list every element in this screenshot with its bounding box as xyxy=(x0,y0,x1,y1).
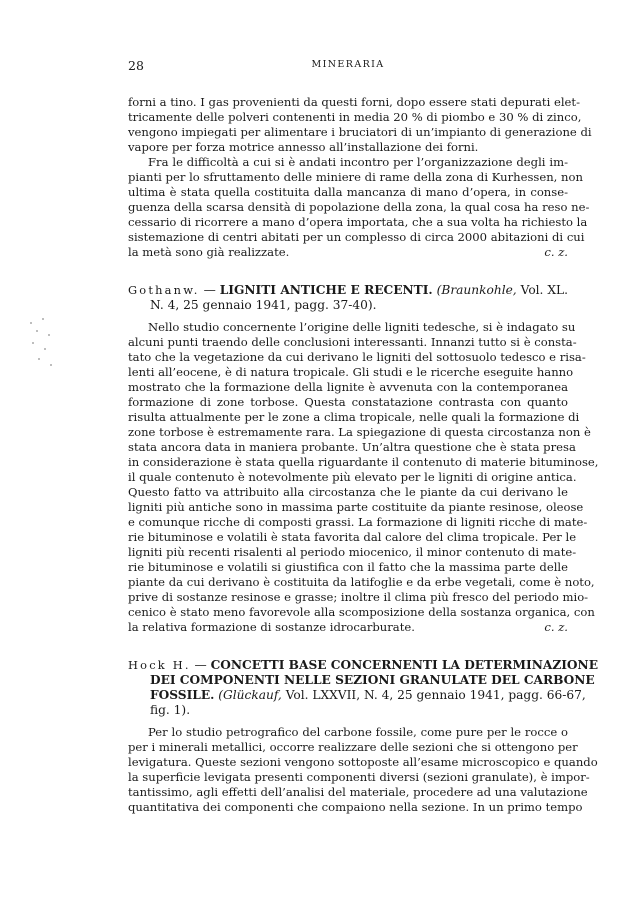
paragraph-line: piante da cui derivano è costituita da latifoglie e da erbe vegetali, come è noto, xyxy=(128,575,595,589)
paragraph-line: rie bituminose e volatili è stata favorita dal calore del clima tropicale. Per le xyxy=(128,530,577,544)
article-source: (Glückauf, xyxy=(218,688,282,702)
margin-specks xyxy=(28,318,58,378)
paragraph-text: la metà sono già realizzate. xyxy=(128,245,290,259)
running-title: MINERARIA xyxy=(311,59,385,70)
paragraph-line: mostrato che la formazione della lignite è avvenuta con la contemporanea xyxy=(128,380,568,394)
paragraph-line: Nello studio concernente l’origine delle ligniti tedesche, si è indagato su xyxy=(148,320,576,334)
paragraph-line: quantitativa dei componenti che compaiono nella sezione. In un primo tempo xyxy=(128,800,583,814)
heading-dash: — xyxy=(194,658,207,672)
paragraph-line: cenico è stato meno favorevole alla scomposizione della sostanza organica, con xyxy=(128,605,595,619)
author-initials: c. z. xyxy=(544,620,568,634)
article-author: Gothanw. xyxy=(128,283,200,297)
paragraph-line: per i minerali metallici, occorre realizzare delle sezioni che si ottengono per xyxy=(128,740,578,754)
paragraph-line xyxy=(128,245,568,260)
paragraph-line: vengono impiegati per alimentare i bruciatori di un’impianto di generazione di xyxy=(128,125,592,139)
paragraph-line: ultima è stata quella costituita dalla mancanza di mano d’opera, in conse- xyxy=(128,185,568,199)
paragraph-line: Fra le difficoltà a cui si è andati incontro per l’organizzazione degli im- xyxy=(148,155,568,169)
paragraph-line: lenti all’eocene, è di natura tropicale. Gli studi e le ricerche eseguite hanno xyxy=(128,365,574,379)
author-initials: c. z. xyxy=(544,245,568,259)
paragraph-line: il quale contenuto è notevolmente più elevato per le ligniti di origine antica. xyxy=(128,470,577,484)
paragraph-line: formazione di zone torbose. Questa constatazione contrasta con quanto xyxy=(128,395,568,409)
heading-dash: — xyxy=(203,283,216,297)
paragraph-line: risulta attualmente per le zone a clima tropicale, nelle quali la formazione di xyxy=(128,410,580,424)
paragraph-line: e comunque ricche di composti grassi. La formazione di ligniti ricche di mate- xyxy=(128,515,588,529)
paragraph-line: sistemazione di centri abitati per un complesso di circa 2000 abitazioni di cui xyxy=(128,230,585,244)
paragraph-line: prive di sostanze resinose e grasse; inoltre il clima più fresco del periodo mio- xyxy=(128,590,589,604)
page-header xyxy=(128,58,568,76)
paragraph-line: ligniti più antiche sono in massima parte costituite da piante resinose, oleose xyxy=(128,500,584,514)
paragraph-line: la superficie levigata presenti componenti diversi (sezioni granulate), è impor- xyxy=(128,770,590,784)
paragraph-line: tato che la vegetazione da cui derivano le ligniti del sottosuolo tedesco e risa- xyxy=(128,350,586,364)
article-title-line xyxy=(150,688,586,703)
paragraph-line: guenza della scarsa densità di popolazione della zona, la qual cosa ha reso ne- xyxy=(128,200,590,214)
paragraph-line: Per lo studio petrografico del carbone fossile, come pure per le rocce o xyxy=(148,725,568,739)
article-heading xyxy=(128,658,598,673)
paragraph-line: in considerazione è stata quella riguardante il contenuto di materie bituminose, xyxy=(128,455,599,469)
article-author: Hock H. xyxy=(128,658,191,672)
paragraph-line: Questo fatto va attribuito alla circostanza che le piante da cui derivano le xyxy=(128,485,568,499)
paragraph-line: pianti per lo sfruttamento delle miniere di rame della zona di Kurhessen, non xyxy=(128,170,583,184)
article-citation: Vol. LXXVII, N. 4, 25 gennaio 1941, pagg. 66-67, xyxy=(285,688,586,702)
article-citation-line: N. 4, 25 gennaio 1941, pagg. 37-40). xyxy=(150,298,377,312)
paragraph-line: vapore per forza motrice annesso all’installazione dei forni. xyxy=(128,140,479,154)
article-title: CONCETTI BASE CONCERNENTI LA DETERMINAZIONE xyxy=(210,658,598,672)
article-title: LIGNITI ANTICHE E RECENTI. xyxy=(219,283,433,297)
paragraph-line: tricamente delle polveri contenenti in media 20 % di piombo e 30 % di zinco, xyxy=(128,110,582,124)
article-title-line: DEI COMPONENTI NELLE SEZIONI GRANULATE DEL CARBONE xyxy=(150,673,595,687)
paragraph-line: forni a tino. I gas provenienti da questi forni, dopo essere stati depurati elet- xyxy=(128,95,580,109)
article-citation-line: fig. 1). xyxy=(150,703,191,717)
paragraph-line: ligniti più recenti risalenti al periodo miocenico, il minor contenuto di mate- xyxy=(128,545,577,559)
paragraph-text: la relativa formazione di sostanze idrocarburate. xyxy=(128,620,415,634)
paragraph-line: levigatura. Queste sezioni vengono sottoposte all’esame microscopico e quando xyxy=(128,755,598,769)
article-source: (Braunkohle, xyxy=(436,283,517,297)
paragraph-line: zone torbose è estremamente rara. La spiegazione di questa circostanza non è xyxy=(128,425,591,439)
paragraph-line: rie bituminose e volatili si giustifica con il fatto che la massima parte delle xyxy=(128,560,568,574)
article-title-end: FOSSILE. xyxy=(150,688,215,702)
page-number: 28 xyxy=(128,58,144,73)
article-citation: Vol. XL. xyxy=(520,283,569,297)
paragraph-line xyxy=(128,620,568,635)
article-heading xyxy=(128,283,568,298)
paragraph-line: cessario di ricorrere a mano d’opera importata, che a sua volta ha richiesto la xyxy=(128,215,588,229)
paragraph-line: alcuni punti traendo delle conclusioni interessanti. Innanzi tutto si è consta- xyxy=(128,335,577,349)
paragraph-line: tantissimo, agli effetti dell’analisi del materiale, procedere ad una valutazione xyxy=(128,785,588,799)
paragraph-line: stata ancora data in maniera probante. Un’altra questione che è stata presa xyxy=(128,440,576,454)
